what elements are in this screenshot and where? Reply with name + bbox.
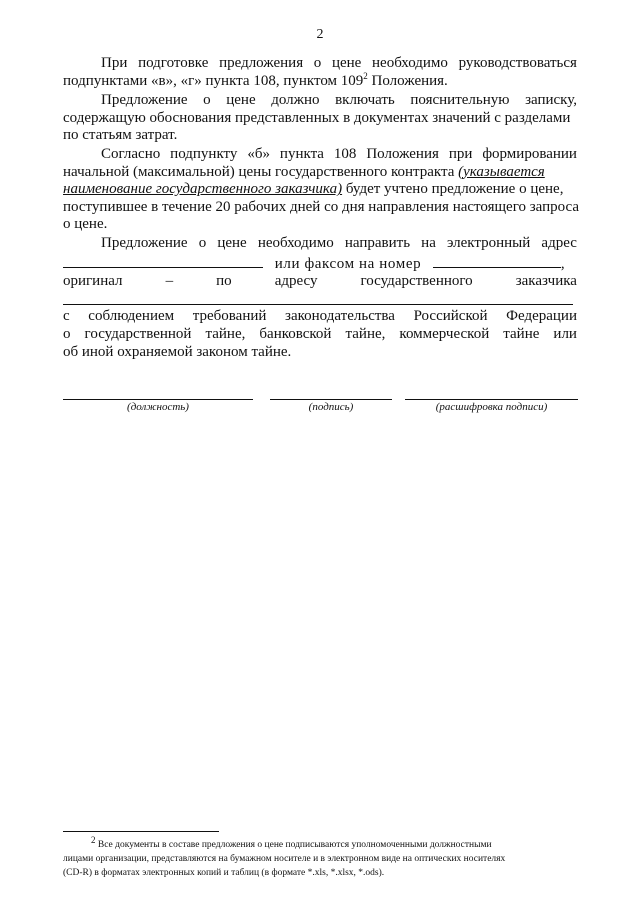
word: по [216, 273, 232, 290]
email-blank[interactable] [63, 253, 263, 268]
word: Предложение [101, 235, 188, 251]
footnote-mark: 2 [91, 834, 96, 845]
word: Предложение [101, 92, 188, 108]
p1-line-1 [63, 55, 577, 73]
word: государственного [360, 273, 473, 290]
p3-line-3: наименование государственного заказчика) будет учтено предложение о цене, [63, 181, 564, 198]
customer-placeholder-b: наименование государственного заказчика) [63, 181, 343, 198]
paragraph-4 [63, 235, 577, 361]
word: адрес [541, 235, 577, 251]
word: пояснительную [410, 92, 510, 108]
word: руководствоваться [458, 55, 577, 71]
paragraph-1 [63, 55, 577, 90]
word: 108 [333, 146, 357, 162]
fax-blank[interactable] [433, 253, 561, 268]
word: при [448, 146, 473, 162]
footnote-line-2: лицами организации, представляются на бумажном носителе и в электронном виде на оптических носителях [63, 854, 506, 864]
footnote-ref: 2 [363, 70, 368, 81]
position-line[interactable] [63, 399, 253, 400]
word: подготовке [138, 55, 209, 71]
word: Российской [413, 308, 488, 325]
footnote-line-3: (CD-R) в форматах электронных копий и таблиц (в формате *.xls, *.xlsx, *.ods). [63, 868, 385, 878]
word: требований [192, 308, 267, 325]
p4-line-3 [63, 273, 577, 291]
word: При [101, 55, 128, 71]
word: о [203, 92, 211, 108]
decoding-line[interactable] [405, 399, 578, 400]
word: электронный [446, 235, 531, 251]
position-caption: (должность) [127, 401, 189, 413]
page-number: 2 [316, 27, 324, 42]
p2-line-1 [63, 92, 577, 110]
customer-placeholder-a: (указывается [458, 163, 545, 180]
word: – [165, 273, 174, 290]
word: коммерческой [399, 325, 490, 342]
word: Согласно [101, 146, 161, 162]
p3-line-1 [63, 146, 577, 164]
p1-line-2: подпунктами «в», «г» пункта 108, пунктом $109^2$ Положения. [63, 70, 448, 89]
word: на [421, 235, 436, 251]
decoding-caption: (расшифровка подписи) [435, 401, 548, 413]
word: тайне [503, 325, 540, 342]
word: адресу [274, 273, 318, 290]
p3-line-4: поступившее в течение 20 рабочих дней со дня направления настоящего запроса [63, 198, 580, 215]
paragraph-2 [63, 92, 577, 145]
word: о [198, 235, 207, 251]
word: заказчика [515, 273, 577, 290]
word: банковской [259, 325, 332, 342]
signature-line[interactable] [270, 399, 392, 400]
footnote-separator [63, 831, 219, 832]
word: Федерации [506, 308, 577, 325]
word: государственной [84, 325, 192, 342]
word: направить [344, 235, 411, 251]
p4-address-blank-row [63, 291, 577, 309]
word: соблюдением [88, 308, 175, 325]
address-blank[interactable] [63, 290, 573, 305]
word: о [313, 55, 322, 71]
p2-line-2: содержащую обоснования представленных в документах значений с разделами [63, 109, 571, 126]
word: оригинал [63, 273, 123, 290]
word: тайне, [345, 325, 386, 342]
word: цене [226, 92, 256, 108]
word: тайне, [205, 325, 246, 342]
word: формировании [482, 146, 577, 162]
signature-caption: (подпись) [308, 401, 354, 413]
word: должно [271, 92, 320, 108]
p4-line-4 [63, 308, 577, 326]
word: включать [335, 92, 395, 108]
word: законодательства [285, 308, 395, 325]
word: необходимо [372, 55, 448, 71]
word: необходимо [257, 235, 334, 251]
word: пункта [279, 146, 324, 162]
p2-line-3: по статьям затрат. [63, 127, 178, 144]
footnote [63, 834, 579, 880]
p3-line-5: о цене. [63, 216, 108, 233]
word: о [63, 325, 71, 342]
word: предложения [219, 55, 304, 71]
word: Положения [366, 146, 439, 162]
word: или [553, 325, 577, 342]
p4-line-2: или факсом на номер , [63, 253, 577, 274]
p3-line-2: начальной (максимальной) цены государственного контракта (указывается [63, 163, 545, 180]
p4-line-6: об иной охраняемой законом тайне. [63, 343, 292, 360]
word: цене [331, 55, 362, 71]
word: с [63, 308, 70, 325]
word: «б» [247, 146, 270, 162]
p4-line-5 [63, 326, 577, 344]
footnote-line-1: $^2$ Все документы в составе предложения о цене подписываются уполномоченными должностными [91, 834, 492, 850]
word: записку, [525, 92, 577, 108]
p4-line-1 [63, 235, 577, 253]
word: подпункту [170, 146, 238, 162]
word: цене [217, 235, 247, 251]
paragraph-3 [63, 146, 580, 234]
